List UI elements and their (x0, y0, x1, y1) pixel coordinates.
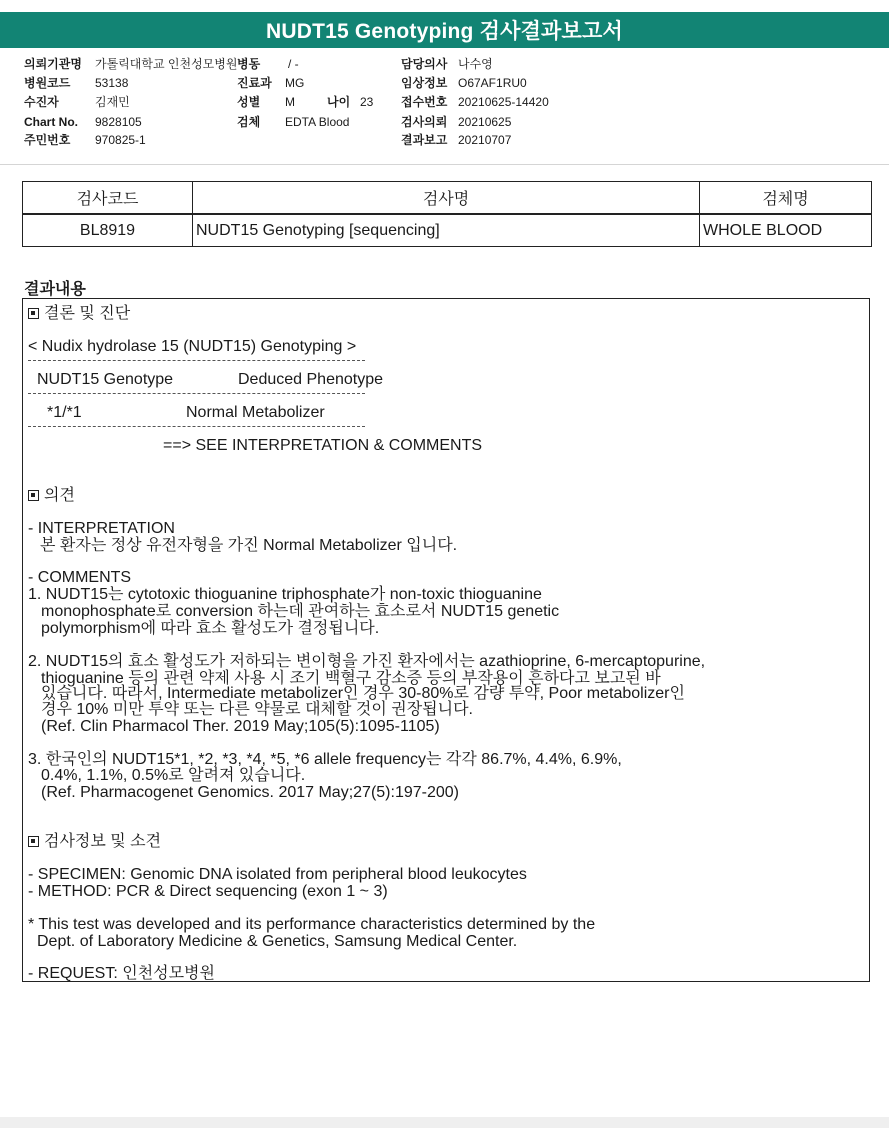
header-divider (0, 164, 889, 165)
label-requesting-institution: 의뢰기관명 (24, 57, 82, 71)
value-hospital-code: 53138 (95, 76, 129, 90)
column-genotype: NUDT15 Genotype (37, 371, 174, 388)
report-title: NUDT15 Genotyping 검사결과보고서 (0, 12, 889, 48)
genotyping-heading: < Nudix hydrolase 15 (NUDT15) Genotyping > (28, 338, 357, 355)
value-requesting-institution: 가톨릭대학교 인천성모병원 (95, 57, 238, 71)
header-test-code: 검사코드 (23, 182, 193, 215)
specimen-line: - SPECIMEN: Genomic DNA isolated from peripheral blood leukocytes (28, 866, 527, 883)
label-specimen: 검체 (237, 115, 261, 129)
value-age: 23 (360, 95, 374, 109)
value-clinical-info: O67AF1RU0 (458, 76, 527, 90)
square-bullet-icon (28, 490, 39, 501)
test-info-table (22, 181, 872, 247)
comment-3-reference: (Ref. Pharmacogenet Genomics. 2017 May;27(5):197-200) (41, 784, 459, 801)
interpretation-title: - INTERPRETATION (28, 520, 175, 537)
comment-3-line-1: 3. 한국인의 NUDT15*1, *2, *3, *4, *5, *6 allele frequency는 각각 86.7%, 4.4%, 6.9%, (28, 751, 622, 768)
request-line: - REQUEST: 인천성모병원 (28, 965, 215, 982)
label-hospital-code: 병원코드 (24, 76, 71, 90)
comment-1-line-2: monophosphate로 conversion 하는데 관여하는 효소로서 NUDT15 genetic (41, 603, 560, 620)
comments-title: - COMMENTS (28, 569, 132, 586)
results-box (22, 298, 870, 982)
label-department: 진료과 (237, 76, 272, 90)
label-resident-number: 주민번호 (24, 133, 71, 147)
bottom-strip (0, 1117, 889, 1128)
dashed-rule (28, 360, 365, 361)
label-chart-no: Chart No. (24, 115, 78, 129)
value-report-date: 20210707 (458, 133, 512, 147)
dashed-rule (28, 393, 365, 394)
test-info-title: 검사정보 및 소견 (44, 833, 162, 850)
label-accession-no: 접수번호 (401, 95, 448, 109)
column-phenotype: Deduced Phenotype (238, 371, 383, 388)
test-info-heading (28, 833, 161, 850)
value-sex: M (285, 95, 295, 109)
header-specimen-name: 검체명 (700, 182, 872, 215)
disclaimer-line-1: * This test was developed and its performance characteristics determined by the (28, 916, 596, 933)
label-ward: 병동 (237, 57, 261, 71)
label-sex: 성별 (237, 95, 261, 109)
cell-test-name: NUDT15 Genotyping [sequencing] (193, 214, 700, 247)
value-physician: 나수영 (458, 57, 493, 71)
results-section-title: 결과내용 (24, 281, 86, 298)
label-clinical-info: 임상정보 (401, 76, 448, 90)
square-bullet-icon (28, 308, 39, 319)
header-test-name: 검사명 (193, 182, 700, 215)
comment-2-line-3: 있습니다. 따라서, Intermediate metabolizer인 경우 30-80%로 감량 투약, Poor metabolizer인 (41, 685, 685, 702)
value-department: MG (285, 76, 305, 90)
interpretation-text: 본 환자는 정상 유전자형을 가진 Normal Metabolizer 입니다. (40, 537, 458, 554)
square-bullet-icon (28, 836, 39, 847)
value-accession-no: 20210625-14420 (458, 95, 549, 109)
value-ward: / - (288, 57, 299, 71)
cell-test-code: BL8919 (23, 214, 193, 247)
comment-2-line-2: thioguanine 등의 관련 약제 사용 시 조기 백혈구 감소증 등의 부작용이 흔하다고 보고된 바 (41, 670, 661, 687)
label-request-date: 검사의뢰 (401, 115, 448, 129)
comment-2-reference: (Ref. Clin Pharmacol Ther. 2019 May;105(5):1095-1105) (41, 718, 440, 735)
comment-3-line-2: 0.4%, 1.1%, 0.5%로 알려져 있습니다. (41, 767, 306, 784)
see-interpretation-note: ==> SEE INTERPRETATION & COMMENTS (163, 437, 483, 454)
dashed-rule (28, 426, 365, 427)
patient-header (0, 55, 889, 155)
method-line: - METHOD: PCR & Direct sequencing (exon 1 ~ 3) (28, 883, 388, 900)
opinion-title: 의견 (44, 487, 75, 504)
comment-1-line-3: polymorphism에 따라 효소 활성도가 결정됩니다. (41, 620, 380, 637)
label-report-date: 결과보고 (401, 133, 448, 147)
label-age: 나이 (327, 95, 351, 109)
conclusion-title: 결론 및 진단 (44, 305, 131, 322)
opinion-heading (28, 487, 75, 504)
comment-2-line-1: 2. NUDT15의 효소 활성도가 저하되는 변이형을 가진 환자에서는 azathioprine, 6-mercaptopurine, (28, 653, 706, 670)
label-physician: 담당의사 (401, 57, 448, 71)
value-resident-number: 970825-1 (95, 133, 146, 147)
phenotype-value: Normal Metabolizer (186, 404, 325, 421)
value-request-date: 20210625 (458, 115, 512, 129)
comment-2-line-4: 경우 10% 미만 투약 또는 다른 약물로 대체할 것이 권장됩니다. (41, 701, 473, 718)
value-patient: 김재민 (95, 95, 130, 109)
disclaimer-line-2: Dept. of Laboratory Medicine & Genetics, Samsung Medical Center. (37, 933, 518, 950)
cell-specimen-name: WHOLE BLOOD (700, 214, 872, 247)
conclusion-heading (28, 305, 130, 322)
value-specimen: EDTA Blood (285, 115, 350, 129)
value-chart-no: 9828105 (95, 115, 142, 129)
genotype-value: *1/*1 (47, 404, 82, 421)
label-patient: 수진자 (24, 95, 59, 109)
table-row (23, 214, 872, 247)
comment-1-line-1: 1. NUDT15는 cytotoxic thioguanine triphosphate가 non-toxic thioguanine (28, 586, 542, 603)
table-header-row (23, 182, 872, 215)
